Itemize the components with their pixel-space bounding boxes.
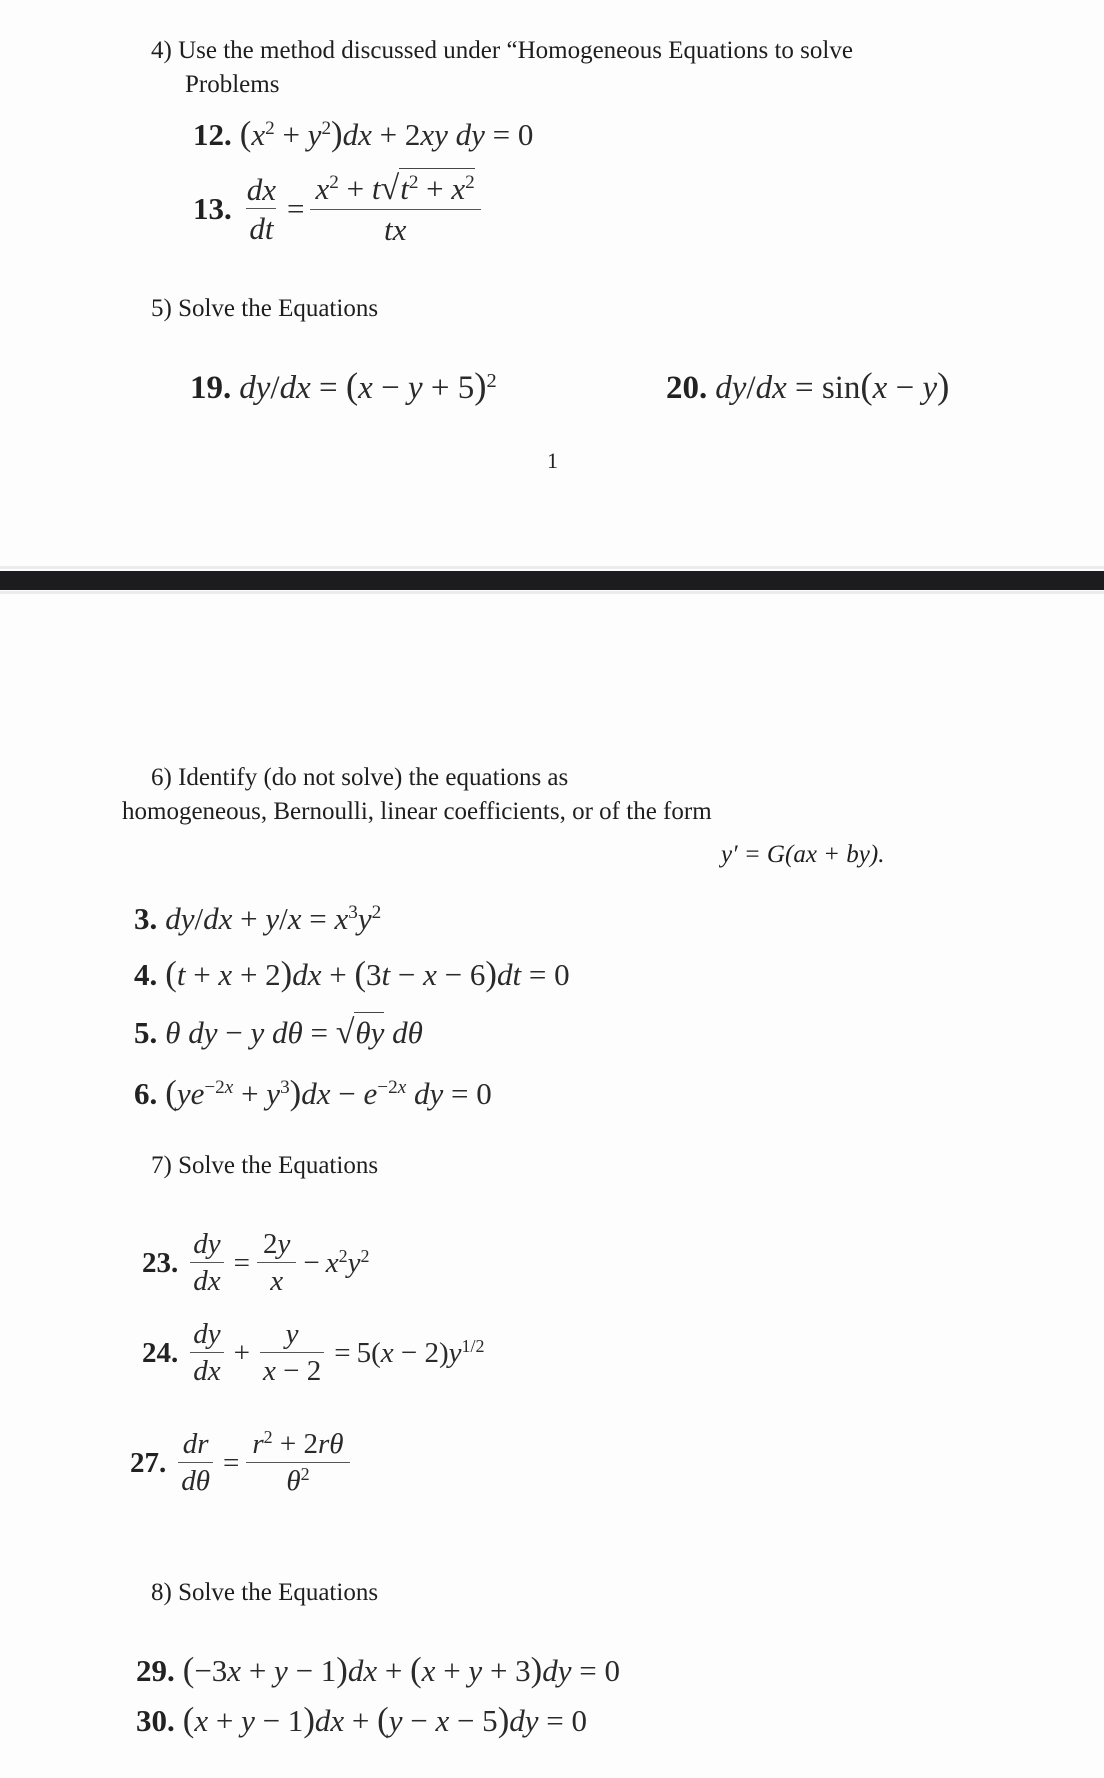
fraction-y-over-x-minus-2: $\frac{y}{x - 2}$ [260,1320,324,1386]
sqrt-symbol: $√t^2 + x^2$ [380,170,475,207]
fraction-rhs: $\frac{x^2 + t√t^2 + x^2}{tx}$ [313,172,478,245]
problem-number: 3. [134,901,158,936]
divider-bottom-edge [0,591,1104,594]
problem-number: 5. [134,1015,158,1050]
problem-number: 30. [136,1703,175,1738]
problem-number: 20. [666,370,708,406]
problem-number: 27. [130,1446,167,1479]
problem-number: 6. [134,1076,158,1111]
problem-3: 3. $dy/dx + y/x = x^3y^2$ [134,901,382,936]
sqrt-symbol: √θy [335,1014,385,1051]
problem-13 [193,170,482,248]
problem-number: 29. [136,1653,175,1688]
equals-sign: = [287,191,305,227]
problem-20: 20. dy/dx = sin(x − y) [666,365,950,406]
fraction-rhs: $\frac{r^2 + 2r\theta}{\theta^2}$ [249,1430,346,1496]
problem-12: 12. $(x^2 + y^2)dx + 2xy$ dy = 0 [193,114,534,153]
section5-heading: 5) Solve the Equations [151,295,379,322]
problem-number: 23. [142,1246,179,1279]
problem-23: 23. $\frac{dy}{dx}$ = $\frac{2y}{x}$ − $x^2y^2$ [142,1228,370,1297]
section4-heading-line1: 4) Use the method discussed under “Homogeneous Equations to solve [151,37,853,64]
divider-top-edge [0,566,1104,569]
fraction-dr-dtheta: $\frac{dr}{d\theta}$ [178,1430,213,1496]
fraction-dy-dx: $\frac{dy}{dx}$ [190,1320,223,1386]
page-divider [0,571,1104,590]
fraction-dx-dt: $\frac{dx}{dt}$ [246,171,277,246]
page-number: 1 [547,448,558,473]
problem-number: 12. [193,117,232,152]
fraction-dy-dx: $\frac{dy}{dx}$ [190,1230,223,1296]
section6-heading-line1: 6) Identify (do not solve) the equations as [151,764,569,791]
section6-form: y′ = G(ax + by). [721,841,885,868]
problem-19: 19. $dy/dx = (x - y + 5)^2$ [190,365,497,406]
problem-number: 24. [142,1336,179,1369]
fraction-2y-x: $\frac{2y}{x}$ [260,1230,293,1296]
problem-29: 29. (−3x + y − 1)dx + (x + y + 3)dy = 0 [136,1650,620,1689]
section4-heading-line2: Problems [185,71,280,98]
problem-24: 24. $\frac{dy}{dx}$ + $\frac{y}{x - 2}$ = $5(x - 2)y^{1/2}$ [142,1318,485,1387]
problem-4: 4. (t + x + 2)dx + (3t − x − 6)dt = 0 [134,954,570,993]
problem-number: 13. [193,191,232,227]
problem-30: 30. (x + y − 1)dx + (y − x − 5)dy = 0 [136,1700,587,1739]
section6-heading-line2: homogeneous, Bernoulli, linear coefficients, or of the form [122,798,712,825]
problem-5: 5. θ dy − y dθ = √θy dθ [134,1014,423,1051]
problem-number: 4. [134,957,158,992]
section7-heading: 7) Solve the Equations [151,1152,379,1179]
section8-heading: 8) Solve the Equations [151,1579,379,1606]
problem-27: 27. $\frac{dr}{d\theta}$ = $\frac{r^2 + 2r\theta}{\theta^2}$ [130,1430,351,1496]
problem-number: 19. [190,370,232,406]
problem-6: 6. $(ye^{-2x} + y^3)dx - e^{-2x}$ dy = 0 [134,1073,492,1112]
